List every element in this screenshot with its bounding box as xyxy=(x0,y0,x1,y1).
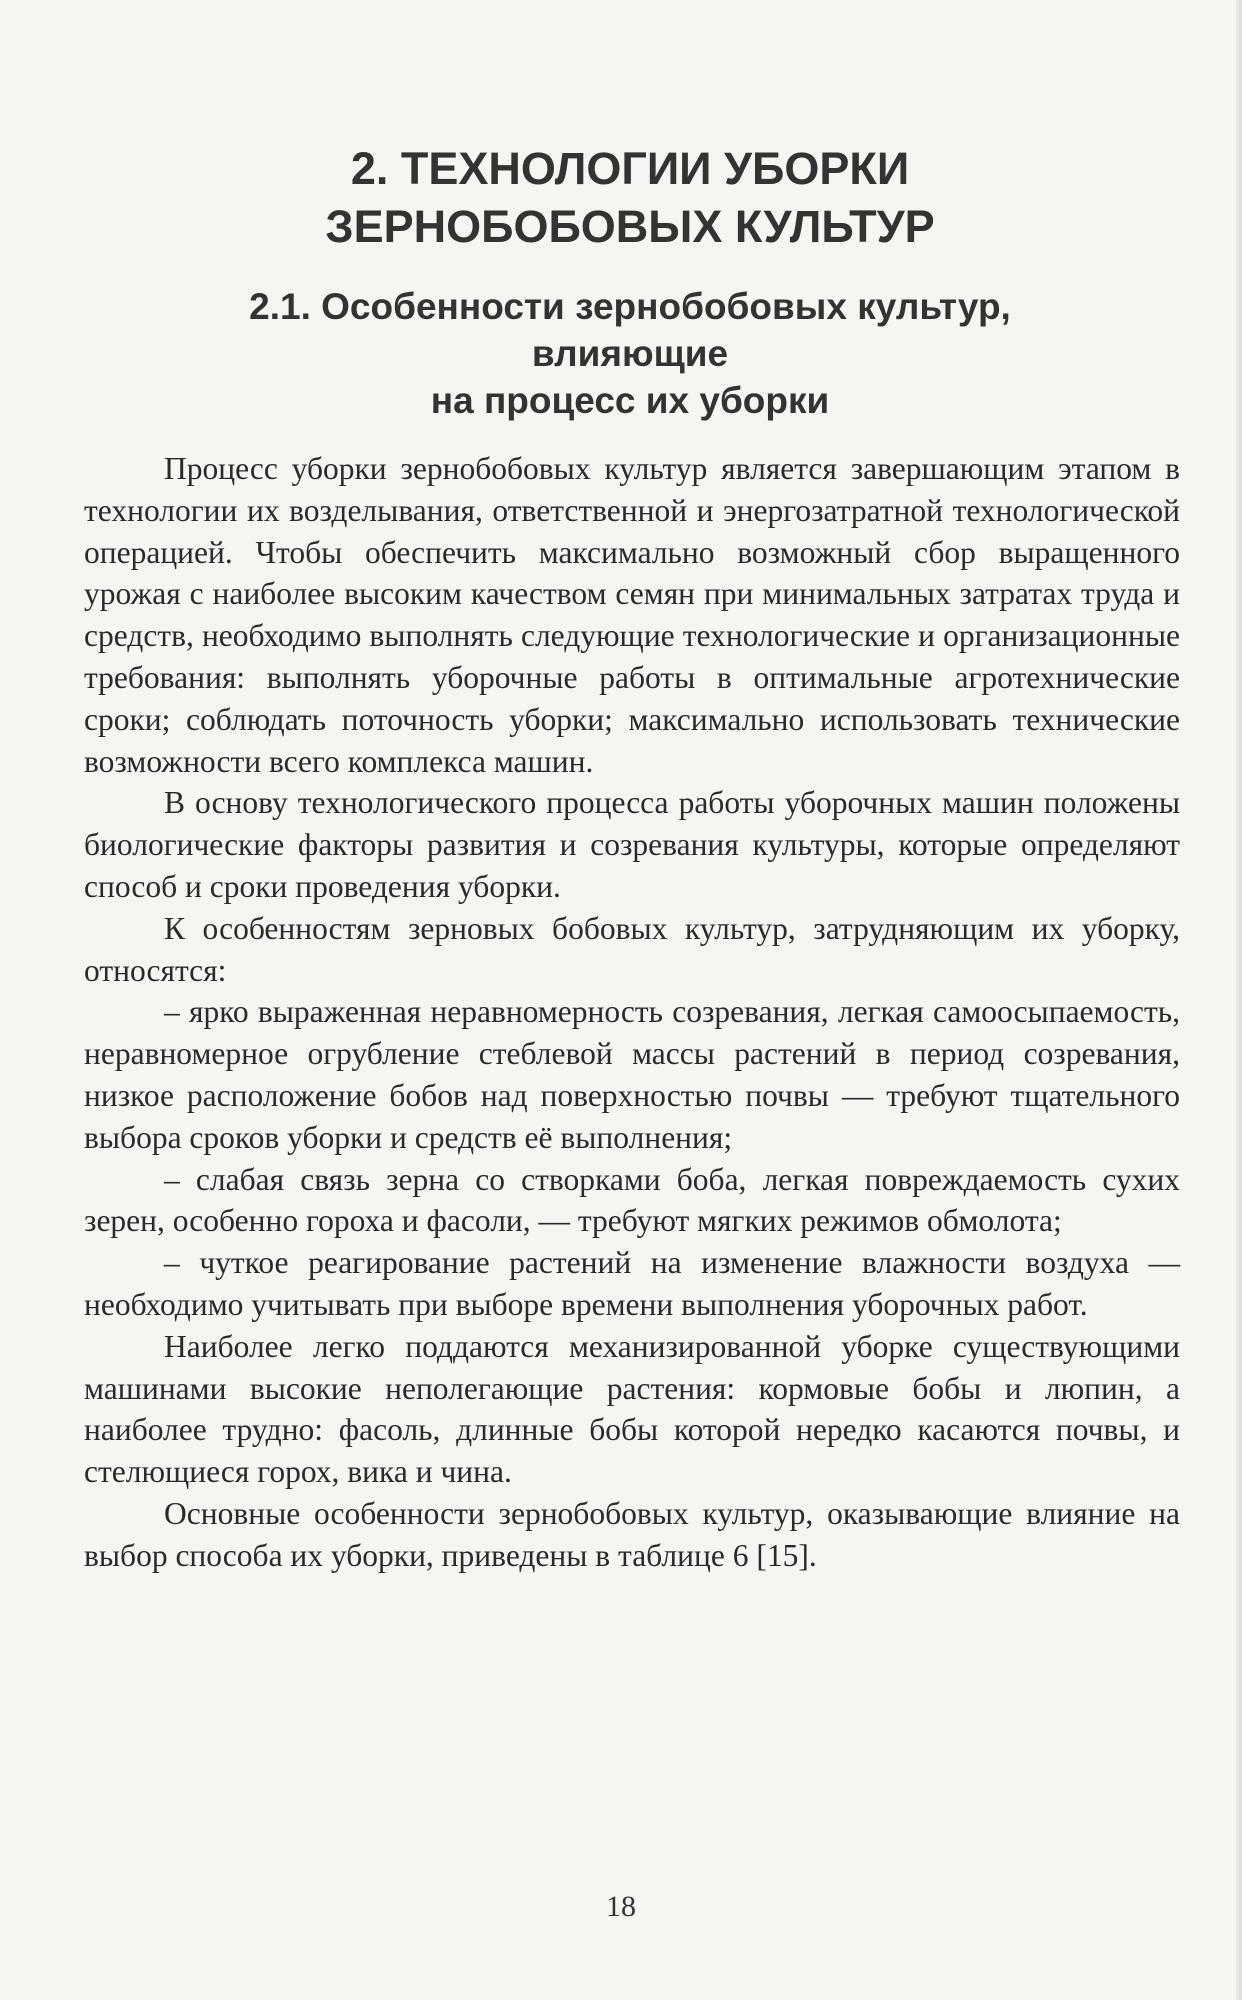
chapter-title xyxy=(240,140,1020,256)
page-number: 18 xyxy=(606,1890,636,1923)
paragraph-table-reference: Основные особенности зернобобовых культур, оказывающие влияние на выбор способа их уборки, приведены в таблице 6 [15]. xyxy=(84,1495,1180,1573)
paragraph-features-lead: К особенностям зерновых бобовых культур, затрудняющим их уборку, относятся: xyxy=(84,910,1180,988)
page-edge xyxy=(1236,0,1242,2000)
list-item-ripening: – ярко выраженная неравномерность созревания, легкая самоосыпаемость, неравномерное огрубление стеблевой массы растений в период созревания, низкое расположение бобов над поверхностью почвы — требуют тщательного выбора сроков уборки и средств её выполнения; xyxy=(84,994,1180,1155)
paragraph-intro: Процесс уборки зернобобовых культур является завершающим этапом в технологии их возделывания, ответственной и энергозатратной технологической операцией. Чтобы обеспечить максимально возможный сбор выращенного урожая с наиболее высоким качеством семян при минимальных затратах труда и средств, необходимо выполнять следующие технологические и организационные требования: выполнять уборочные работы в оптимальные агротехнические сроки; соблюдать поточность уборки; максимально использовать технические возможности всего комплекса машин. xyxy=(84,451,1180,779)
chapter-title-line-2: ЗЕРНОБОБОВЫХ КУЛЬТУР xyxy=(325,201,935,252)
body-text xyxy=(84,448,1180,1577)
section-title-line-2: влияющие xyxy=(531,333,729,374)
section-title-line-3: на процесс их уборки xyxy=(430,380,830,421)
list-item-humidity: – чуткое реагирование растений на изменение влажности воздуха — необходимо учитывать при выборе времени выполнения уборочных работ. xyxy=(84,1245,1180,1322)
section-title xyxy=(180,283,1080,424)
list-item-threshing: – слабая связь зерна со створками боба, легкая повреждаемость сухих зерен, особенно гороха и фасоли, — требуют мягких режимов обмолота; xyxy=(84,1161,1180,1239)
chapter-title-line-1: 2. ТЕХНОЛОГИИ УБОРКИ xyxy=(350,143,910,194)
paragraph-harvestability: Наиболее легко поддаются механизированной уборке существующими машинами высокие неполегающие растения: кормовые бобы и люпин, а наиболее трудно: фасоль, длинные бобы которой нередко касаются почвы, и стелющиеся горох, вика и чина. xyxy=(84,1328,1180,1490)
section-title-line-1: 2.1. Особенности зернобобовых культур, xyxy=(249,286,1011,327)
paragraph-basis: В основу технологического процесса работы уборочных машин положены биологические факторы развития и созревания культуры, которые определяют способ и сроки проведения уборки. xyxy=(84,785,1180,904)
